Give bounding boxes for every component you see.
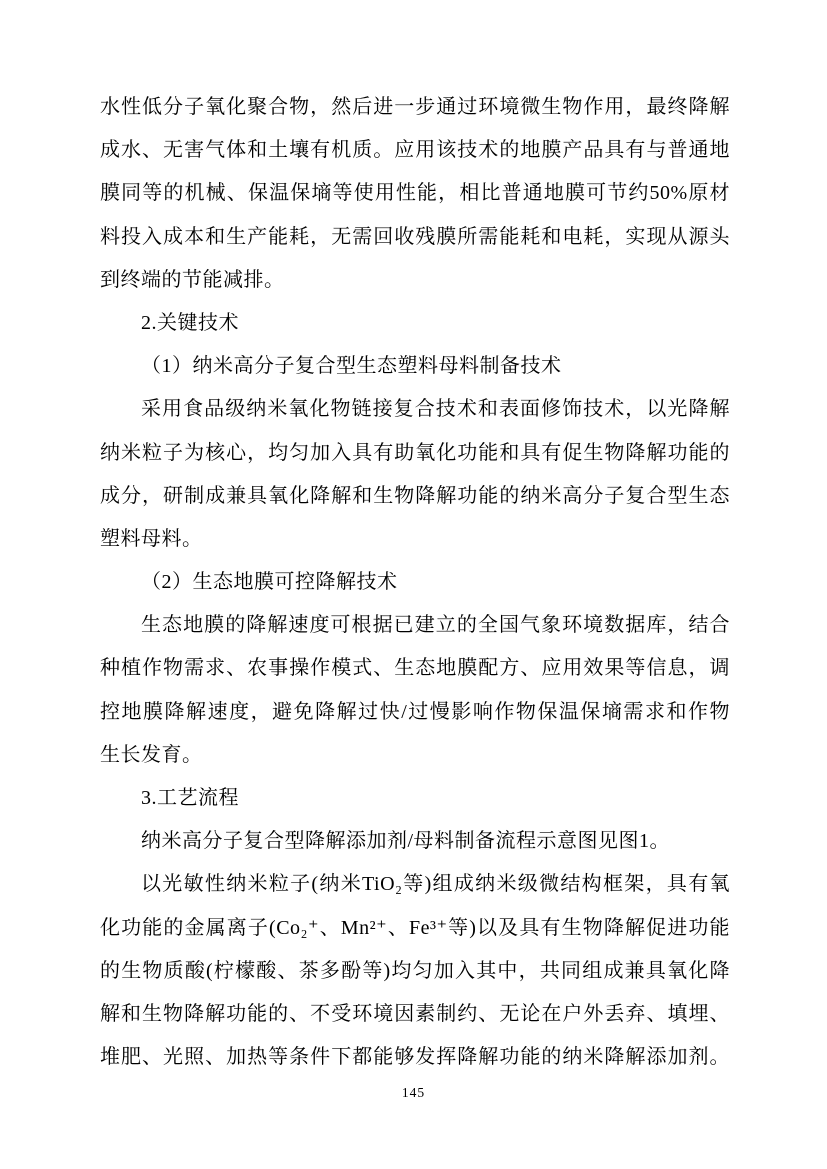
paragraph-line: 料投入成本和生产能耗，无需回收残膜所需能耗和电耗，实现从源头	[100, 225, 730, 248]
paragraph-line: 以光敏性纳米粒子(纳米TiO₂等)组成纳米级微结构框架，具有氧	[141, 873, 730, 896]
paragraph-line: 堆肥、光照、加热等条件下都能够发挥降解功能的纳米降解添加剂。	[100, 1046, 730, 1069]
paragraph-line-figure-reference: 纳米高分子复合型降解添加剂/母料制备流程示意图见图1。	[141, 830, 671, 853]
paragraph-line: 解和生物降解功能的、不受环境因素制约、无论在户外丢弃、填埋、	[100, 1002, 730, 1025]
page-content	[100, 86, 730, 1079]
paragraph-line: 水性低分子氧化聚合物，然后进一步通过环境微生物作用，最终降解	[100, 96, 730, 118]
paragraph-line: 纳米粒子为核心，均匀加入具有助氧化功能和具有促生物降解功能的	[100, 441, 730, 464]
paragraph-line: 生态地膜的降解速度可根据已建立的全国气象环境数据库，结合	[141, 614, 730, 637]
page-footer	[0, 1084, 827, 1102]
paragraph-line: 到终端的节能减排。	[100, 268, 285, 291]
paragraph-line: 种植作物需求、农事操作模式、生态地膜配方、应用效果等信息，调	[100, 657, 730, 680]
section-heading-key-technology: 2.关键技术	[141, 311, 239, 334]
paragraph-line: 生长发育。	[100, 743, 203, 766]
subsection-heading-controllable-degradation: （2）生态地膜可控降解技术	[141, 571, 398, 594]
section-heading-process-flow: 3.工艺流程	[141, 787, 239, 809]
page-number: 145	[401, 1085, 426, 1100]
paragraph-line: 的生物质酸(柠檬酸、茶多酚等)均匀加入其中，共同组成兼具氧化降	[100, 959, 730, 982]
paragraph-line: 成水、无害气体和土壤有机质。应用该技术的地膜产品具有与普通地	[100, 139, 730, 162]
paragraph-line: 控地膜降解速度，避免降解过快/过慢影响作物保温保墒需求和作物	[100, 700, 730, 723]
paragraph-line: 膜同等的机械、保温保墒等使用性能，相比普通地膜可节约50%原材	[100, 182, 730, 205]
paragraph-line: 塑料母料。	[100, 527, 203, 550]
subsection-heading-masterbatch-preparation: （1）纳米高分子复合型生态塑料母料制备技术	[141, 355, 562, 378]
paragraph-line: 化功能的金属离子(Co₂⁺、Mn²⁺、Fe³⁺等)以及具有生物降解促进功能	[100, 916, 730, 939]
paragraph-line: 成分，研制成兼具氧化降解和生物降解功能的纳米高分子复合型生态	[100, 484, 730, 507]
paragraph-line: 采用食品级纳米氧化物链接复合技术和表面修饰技术，以光降解	[141, 398, 730, 421]
